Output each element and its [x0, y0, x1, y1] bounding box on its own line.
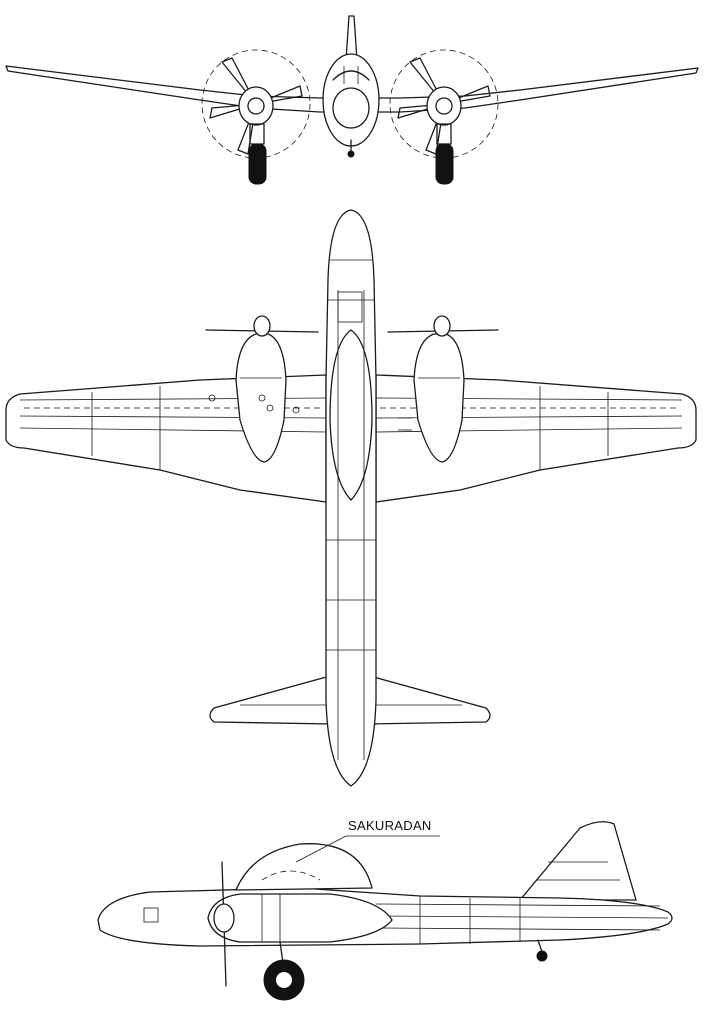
front-view — [6, 16, 698, 184]
top-view — [6, 210, 696, 786]
sakuradan-label: SAKURADAN — [348, 818, 432, 833]
side-view — [98, 822, 672, 1000]
